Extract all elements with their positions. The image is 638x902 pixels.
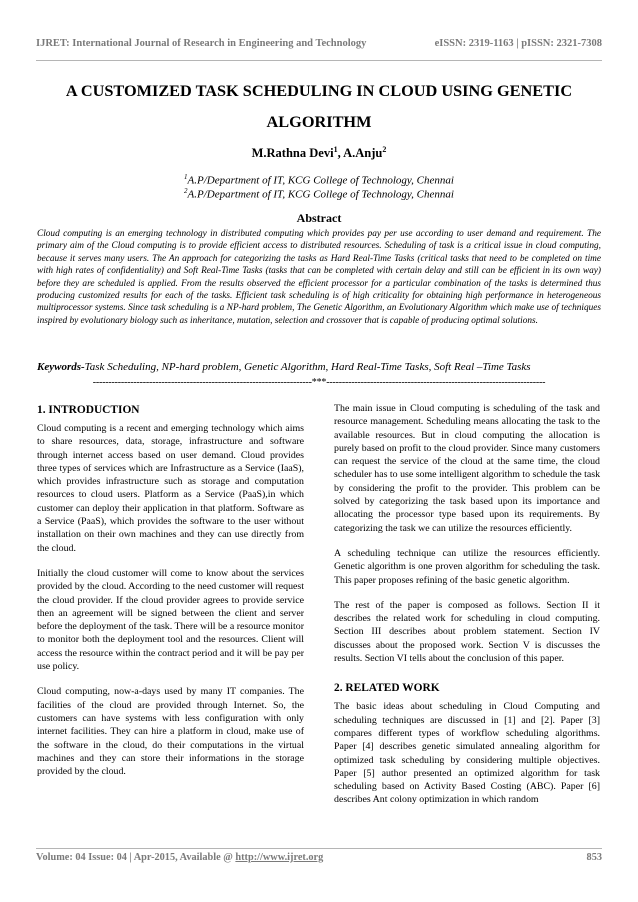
journal-link[interactable]: http://www.ijret.org (235, 852, 324, 863)
introduction-heading: 1. INTRODUCTION (37, 404, 140, 416)
issn-info: eISSN: 2319-1163 | pISSN: 2321-7308 (434, 38, 602, 49)
intro-paragraph-6: The rest of the paper is composed as follows. Section II it describes the related work for scheduling in cloud computing. Section III describes about problem statement. Section IV discusses about the proposed work. Section V is discusses the results. Section VI tells about the conclusion of this paper. (334, 599, 600, 665)
footer-divider (36, 848, 602, 849)
left-column (37, 403, 304, 790)
related-work-paragraph: The basic ideas about scheduling in Cloud Computing and scheduling techniques are discussed in [1] and [2]. Paper [3] compares different types of workflow scheduling algorithms. Paper [4] describes genetic simulated annealing algorithm for optimized task scheduling by considering multiple objectives. Paper [5] author presented an optimized algorithm for task scheduling based on Activity Based Costing (ABC). Paper [6] describes Ant colony optimization in which random (334, 701, 600, 806)
header-divider (36, 60, 602, 61)
author-1-name: M.Rathna Devi (251, 146, 334, 161)
affiliation-2-text: A.P/Department of IT, KCG College of Technology, Chennai (187, 188, 454, 201)
right-column (334, 402, 600, 819)
affiliation-2-sup: 2 (184, 187, 188, 195)
author-2-name: A.Anju (343, 146, 383, 161)
section-separator: ----------------------------------------------------------------------***---------------------------------------------------------------------- (92, 377, 546, 388)
title-line-2: ALGORITHM (266, 112, 372, 131)
abstract-text: Cloud computing is an emerging technology in distributed computing which provides pay per use according to user demand and requirement. The primary aim of the Cloud computing is to provide efficient access to distributed resources. Scheduling of task is a critical issue in cloud computing, because it serves many users. The An approach for categorizing the tasks as Hard Real-Time Tasks (critical tasks that need to be completed on time with high rates of confidentiality) and Soft Real-Time Tasks (tasks that can be completed with certain delay and still can be efficient in its own way) before they are scheduled is applied. From the results observed the efficient processor for a particular combination of the tasks is determined thus producing customized results for each of the tasks. Efficient task scheduling is of high criticality for obtaining high performance in heterogeneous multiprocessor systems. Since task scheduling is a NP-hard problem, The Genetic Algorithm, an Evolutionary Algorithm which make use of techniques inspired by evolutionary biology such as inheritance, mutation, selection and crossover that is capable of producing optimal solutions. (37, 229, 601, 326)
related-work-heading: 2. RELATED WORK (334, 682, 440, 695)
author-1-sup: 1 (333, 145, 338, 154)
keywords (37, 361, 601, 373)
author-list (0, 145, 638, 161)
paper-title (40, 75, 598, 137)
journal-name: IJRET: International Journal of Research in Engineering and Technology (36, 38, 367, 49)
affiliation-2 (0, 184, 638, 202)
intro-paragraph-4: The main issue in Cloud computing is scheduling of the task and resource management. Scheduling means allocating the task to the available resources. But in cloud computing the allocation is purely based on profit to the cloud provider. Since many customers can request the service of the cloud at the same time, the cloud scheduler has to use some intelligent algorithm to schedule the task by considering the profit to the provider. This problem can be solved by categorizing the task based upon its importance and allocating the processor type based upon its requirements. By categorizing the task we can utilize the resources efficiently. (334, 403, 601, 534)
intro-paragraph-1: Cloud computing is a recent and emerging technology which aims to share resources, data, storage, infrastructure and software through internet access based on user demand. Cloud provides three types of services which are Infrastructure as a Service (IaaS), which provides infrastructure such as storage and computation resources to cloud users. Platform as a Service (PaaS),in which customer can deploy their application in that platform. Software as a Service (PaaS), which provides the software to the user without installation on their own machines and they can use directly from the cloud. (37, 423, 304, 554)
footer-volume-text: Volume: 04 Issue: 04 | Apr-2015, Available @ (36, 852, 236, 863)
author-separator: , (337, 146, 344, 161)
page-footer (36, 852, 602, 863)
affiliation-1-text: A.P/Department of IT, KCG College of Technology, Chennai (187, 174, 454, 187)
footer-volume (36, 852, 323, 863)
affiliation-1-sup: 1 (184, 173, 188, 181)
author-2-sup: 2 (382, 145, 387, 154)
abstract-heading: Abstract (296, 211, 342, 225)
intro-paragraph-2: Initially the cloud customer will come to know about the services provided by the cloud. According to the need customer will request the cloud provider. If the cloud provider agrees to provide service then an agreement will be signed between the client and server before the deployment of the task. There will be a resource monitor to monitor both the deployment tool and the resources. Client will access the resource within the contract period and it will be pay per use policy. (37, 567, 304, 673)
keywords-text: Task Scheduling, NP-hard problem, Genetic Algorithm, Hard Real-Time Tasks, Soft Real –Time Tasks (84, 361, 531, 373)
intro-paragraph-5: A scheduling technique can utilize the resources efficiently. Genetic algorithm is one proven algorithm for scheduling the task. This paper proposes refining of the basic genetic algorithm. (334, 547, 600, 586)
title-line-1: A CUSTOMIZED TASK SCHEDULING IN CLOUD USING GENETIC (65, 81, 573, 100)
intro-paragraph-3: Cloud computing, now-a-days used by many IT companies. The facilities of the cloud are provided through Internet. So, the customers can have systems with less configuration with only internet facilities. They can hire a platform in cloud, make use of the software in the cloud, do their computations in the virtual machines and they can store their informations in the storage provided by the cloud. (37, 686, 304, 778)
page-number: 853 (586, 852, 602, 863)
keywords-label: Keywords- (37, 361, 85, 373)
page-header (36, 38, 602, 49)
